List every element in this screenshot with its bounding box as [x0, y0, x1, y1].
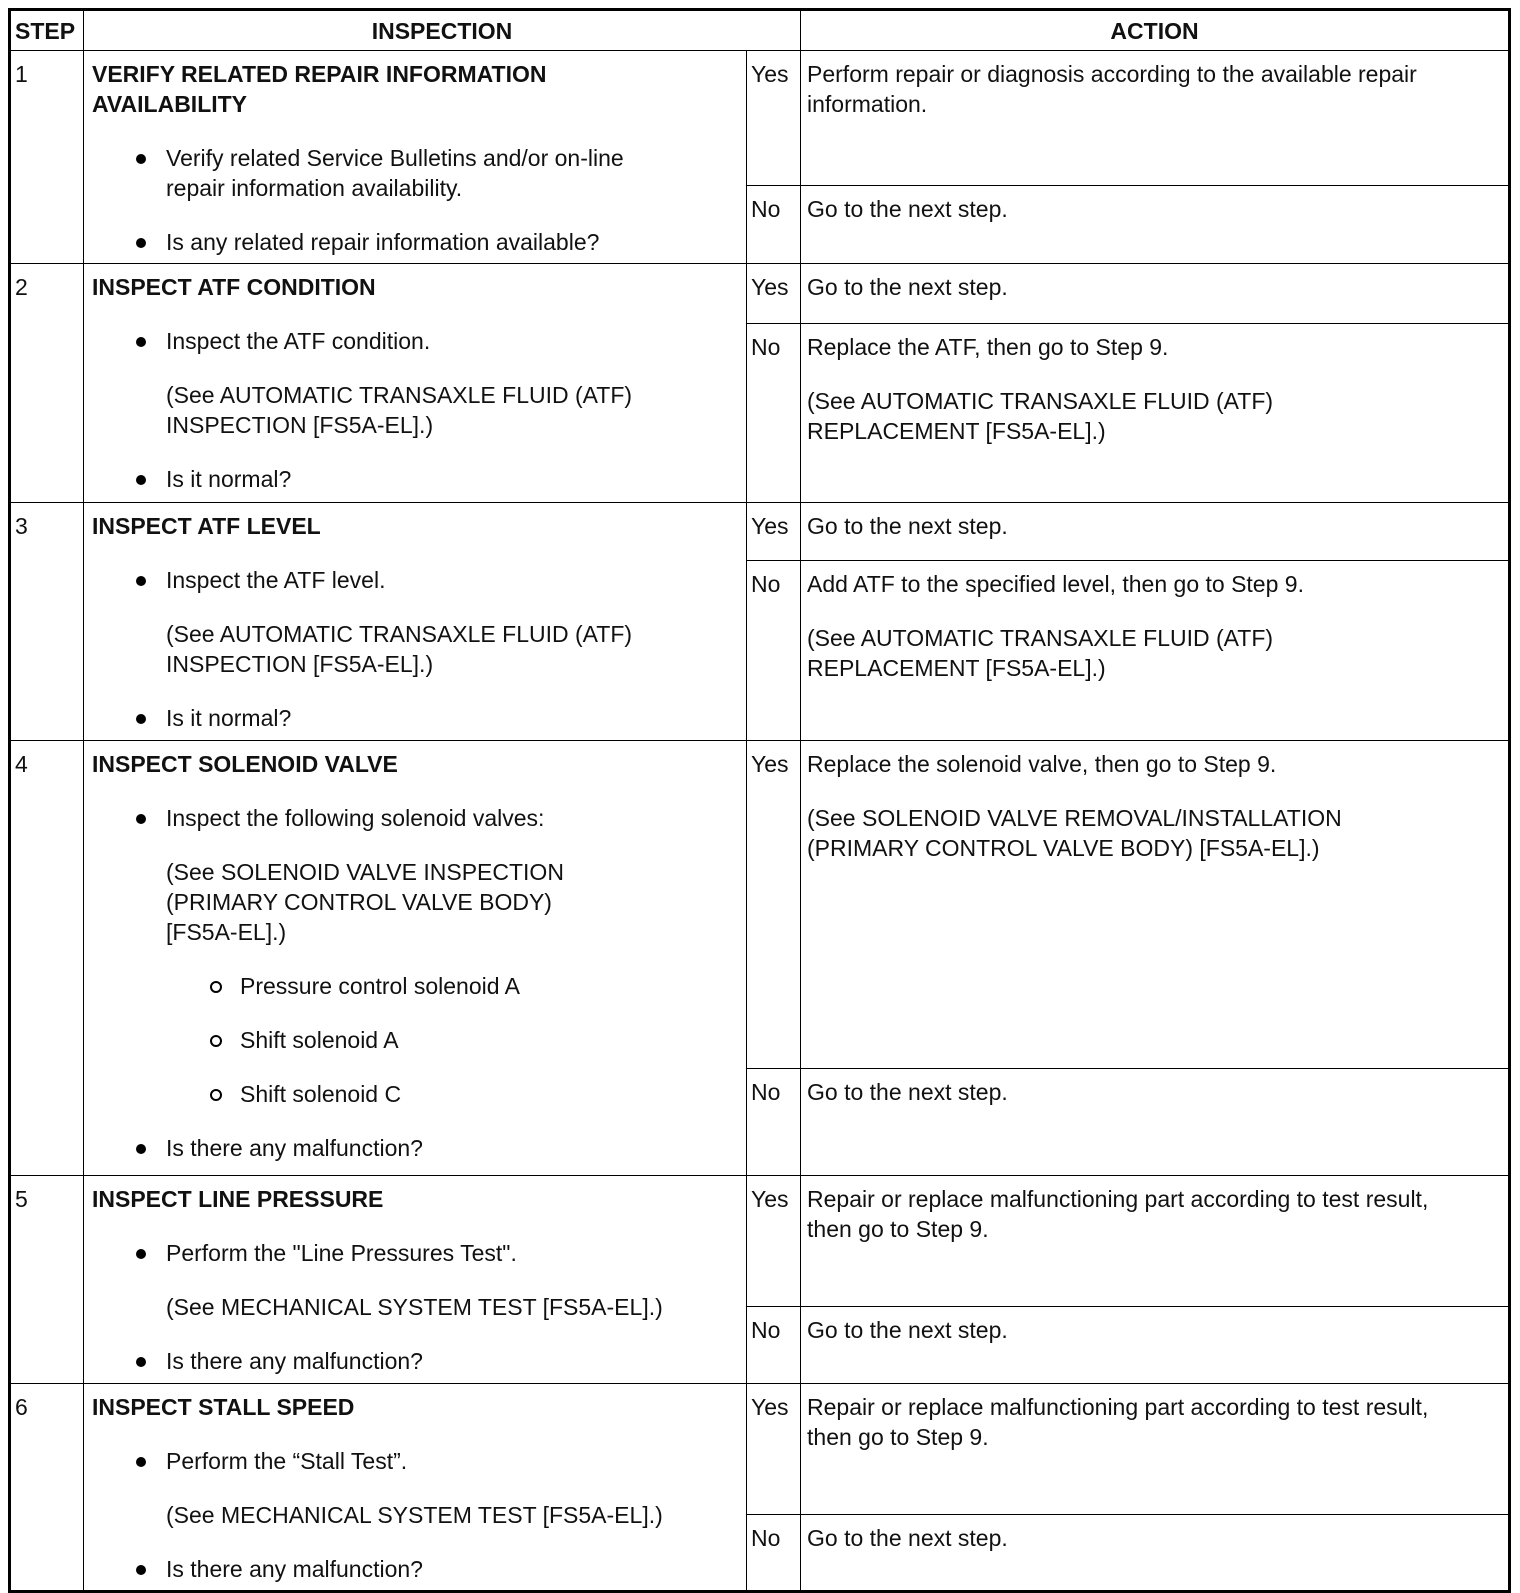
- action-text: Go to the next step.: [807, 1317, 1008, 1343]
- yes-label: Yes: [747, 503, 801, 561]
- action-text: Go to the next step.: [807, 513, 1008, 539]
- no-label: No: [747, 561, 801, 741]
- reference-text: [92, 619, 736, 679]
- inspection-title: INSPECT ATF CONDITION: [92, 274, 376, 300]
- no-action: [801, 186, 1510, 264]
- no-action: [801, 561, 1510, 741]
- reference-text: [92, 857, 736, 947]
- yes-action: [801, 1384, 1510, 1515]
- inspection-cell: [84, 503, 747, 741]
- table-row: [10, 503, 1510, 561]
- action-text: Go to the next step.: [807, 274, 1008, 300]
- table-row: [10, 264, 1510, 324]
- action-text: information.: [807, 91, 928, 117]
- inspection-cell: [84, 51, 747, 264]
- table-row: [10, 741, 1510, 1069]
- yes-label: Yes: [747, 264, 801, 324]
- header-inspection: INSPECTION: [84, 10, 801, 51]
- table-row: [10, 51, 1510, 186]
- reference-line: (See AUTOMATIC TRANSAXLE FLUID (ATF): [166, 382, 633, 408]
- reference-text: [807, 386, 1498, 446]
- bullet-item: Perform the “Stall Test”.: [92, 1446, 736, 1476]
- bullet-question: Is any related repair information available?: [92, 227, 736, 257]
- step-number: 3: [10, 503, 84, 741]
- reference-line: (See AUTOMATIC TRANSAXLE FLUID (ATF): [807, 625, 1274, 651]
- bullet-question: Is it normal?: [92, 464, 736, 494]
- header-action: ACTION: [801, 10, 1510, 51]
- reference-text: [807, 623, 1498, 683]
- yes-action: [801, 264, 1510, 324]
- step-number: 6: [10, 1384, 84, 1592]
- bullet-item: Inspect the following solenoid valves:: [92, 803, 736, 833]
- action-text: then go to Step 9.: [807, 1216, 989, 1242]
- no-action: [801, 1307, 1510, 1384]
- yes-action: [801, 741, 1510, 1069]
- no-action: [801, 324, 1510, 503]
- yes-label: Yes: [747, 741, 801, 1069]
- reference-text: [807, 803, 1498, 863]
- reference-line: INSPECTION [FS5A-EL].): [166, 412, 434, 438]
- reference-line: INSPECTION [FS5A-EL].): [166, 651, 434, 677]
- yes-label: Yes: [747, 51, 801, 186]
- yes-action: [801, 503, 1510, 561]
- action-text: Repair or replace malfunctioning part according to test result,: [807, 1394, 1429, 1420]
- inspection-cell: [84, 741, 747, 1176]
- page: [8, 8, 1508, 1582]
- action-text: Replace the ATF, then go to Step 9.: [807, 334, 1169, 360]
- reference-line: REPLACEMENT [FS5A-EL].): [807, 655, 1106, 681]
- action-text: Perform repair or diagnosis according to the available repair: [807, 61, 1417, 87]
- bullet-item: [92, 143, 736, 203]
- reference-line: (See AUTOMATIC TRANSAXLE FLUID (ATF): [807, 388, 1274, 414]
- action-text: Go to the next step.: [807, 1079, 1008, 1105]
- no-label: No: [747, 324, 801, 503]
- header-row: [10, 10, 1510, 51]
- sub-item: Shift solenoid C: [92, 1079, 736, 1109]
- yes-label: Yes: [747, 1384, 801, 1515]
- bullet-text: repair information availability.: [166, 175, 463, 201]
- no-label: No: [747, 186, 801, 264]
- sub-item: Shift solenoid A: [92, 1025, 736, 1055]
- action-text: Go to the next step.: [807, 196, 1008, 222]
- inspection-title: VERIFY RELATED REPAIR INFORMATION: [92, 61, 547, 87]
- reference-line: [FS5A-EL].): [166, 919, 287, 945]
- step-number: 1: [10, 51, 84, 264]
- reference-line: (See SOLENOID VALVE REMOVAL/INSTALLATION: [807, 805, 1342, 831]
- reference-text: (See MECHANICAL SYSTEM TEST [FS5A-EL].): [166, 1294, 663, 1320]
- table-row: [10, 1384, 1510, 1515]
- action-text: Add ATF to the specified level, then go to Step 9.: [807, 571, 1304, 597]
- reference-line: (See AUTOMATIC TRANSAXLE FLUID (ATF): [166, 621, 633, 647]
- yes-action: [801, 1176, 1510, 1307]
- bullet-question: Is there any malfunction?: [92, 1133, 736, 1163]
- reference-line: REPLACEMENT [FS5A-EL].): [807, 418, 1106, 444]
- bullet-text: Verify related Service Bulletins and/or on-line: [166, 145, 624, 171]
- reference-line: (PRIMARY CONTROL VALVE BODY): [166, 889, 552, 915]
- inspection-title: AVAILABILITY: [92, 91, 248, 117]
- step-number: 5: [10, 1176, 84, 1384]
- inspection-cell: [84, 1176, 747, 1384]
- bullet-question: Is it normal?: [92, 703, 736, 733]
- inspection-title: INSPECT SOLENOID VALVE: [92, 751, 398, 777]
- table-row: [10, 1176, 1510, 1307]
- inspection-title: INSPECT STALL SPEED: [92, 1394, 355, 1420]
- bullet-item: Inspect the ATF level.: [92, 565, 736, 595]
- diagnostic-table: [8, 8, 1511, 1593]
- bullet-question: Is there any malfunction?: [92, 1346, 736, 1376]
- action-text: then go to Step 9.: [807, 1424, 989, 1450]
- bullet-item: Perform the "Line Pressures Test".: [92, 1238, 736, 1268]
- reference-text: (See MECHANICAL SYSTEM TEST [FS5A-EL].): [166, 1502, 663, 1528]
- action-text: Replace the solenoid valve, then go to Step 9.: [807, 751, 1277, 777]
- reference-text: [92, 380, 736, 440]
- yes-label: Yes: [747, 1176, 801, 1307]
- bullet-item: Inspect the ATF condition.: [92, 326, 736, 356]
- bullet-question: Is there any malfunction?: [92, 1554, 736, 1584]
- reference-line: (See SOLENOID VALVE INSPECTION: [166, 859, 564, 885]
- step-number: 2: [10, 264, 84, 503]
- step-number: 4: [10, 741, 84, 1176]
- yes-action: [801, 51, 1510, 186]
- inspection-cell: [84, 264, 747, 503]
- no-label: No: [747, 1515, 801, 1592]
- reference-line: (PRIMARY CONTROL VALVE BODY) [FS5A-EL].): [807, 835, 1320, 861]
- no-label: No: [747, 1307, 801, 1384]
- inspection-title: INSPECT LINE PRESSURE: [92, 1186, 384, 1212]
- sub-item: Pressure control solenoid A: [92, 971, 736, 1001]
- header-step: STEP: [10, 10, 84, 51]
- no-label: No: [747, 1069, 801, 1176]
- no-action: [801, 1069, 1510, 1176]
- no-action: [801, 1515, 1510, 1592]
- inspection-title: INSPECT ATF LEVEL: [92, 513, 321, 539]
- action-text: Go to the next step.: [807, 1525, 1008, 1551]
- action-text: Repair or replace malfunctioning part according to test result,: [807, 1186, 1429, 1212]
- inspection-cell: [84, 1384, 747, 1592]
